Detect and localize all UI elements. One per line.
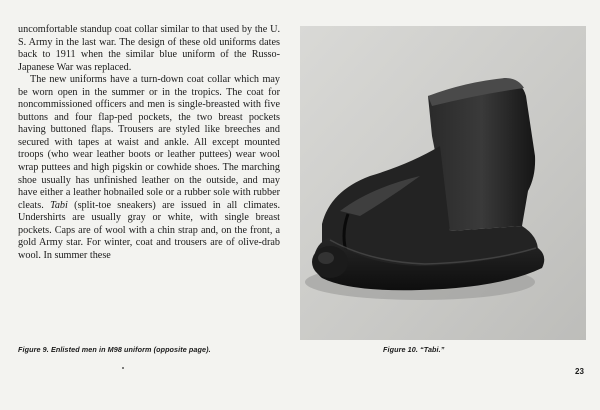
print-speck: [122, 367, 124, 369]
figure-9-caption: Figure 9. Enlisted men in M98 uniform (opposite page).: [18, 345, 211, 354]
tabi-term: Tabi: [50, 199, 68, 211]
paragraph-2-part-b: (split-toe sneakers) are issued in all climates. Undershirts are usually gray or white, with single breast pockets. Caps are of wool with a chin strap and, on the front, a gold Army star. For winter, coat and trousers are of olive-drab wool. In summer these: [18, 199, 280, 261]
paragraph-2-part-a: The new uniforms have a turn-down coat collar which may be worn open in the summer or in the tropics. The coat for noncommissioned officers and men is single-breasted with five buttons and four flap-ped pockets, the two breast pockets having buttoned flaps. Trousers are styled like breeches and secured with tapes at waist and ankle. All except mounted troops (who wear leather boots or leather puttees) wear wool wrap puttees and high pigskin or cowhide shoes. The marching shoe usually has unfinished leather on the outside, and may have either a leather hobnailed sole or a rubber sole with rubber cleats.: [18, 74, 280, 211]
paragraph-1: uncomfortable standup coat collar similar to that used by the U. S. Army in the last war. The design of these old uniforms dates back to 1911 when the similar blue uniform of the Russo-Japanese War was replaced.: [18, 24, 280, 73]
tabi-photo: [300, 26, 586, 340]
paragraph-2: [18, 74, 280, 262]
page-number: 23: [575, 367, 584, 376]
tabi-shoe-illustration: [300, 26, 586, 340]
figure-10-caption: Figure 10. “Tabi.”: [383, 345, 445, 354]
body-text-column: [18, 24, 280, 262]
